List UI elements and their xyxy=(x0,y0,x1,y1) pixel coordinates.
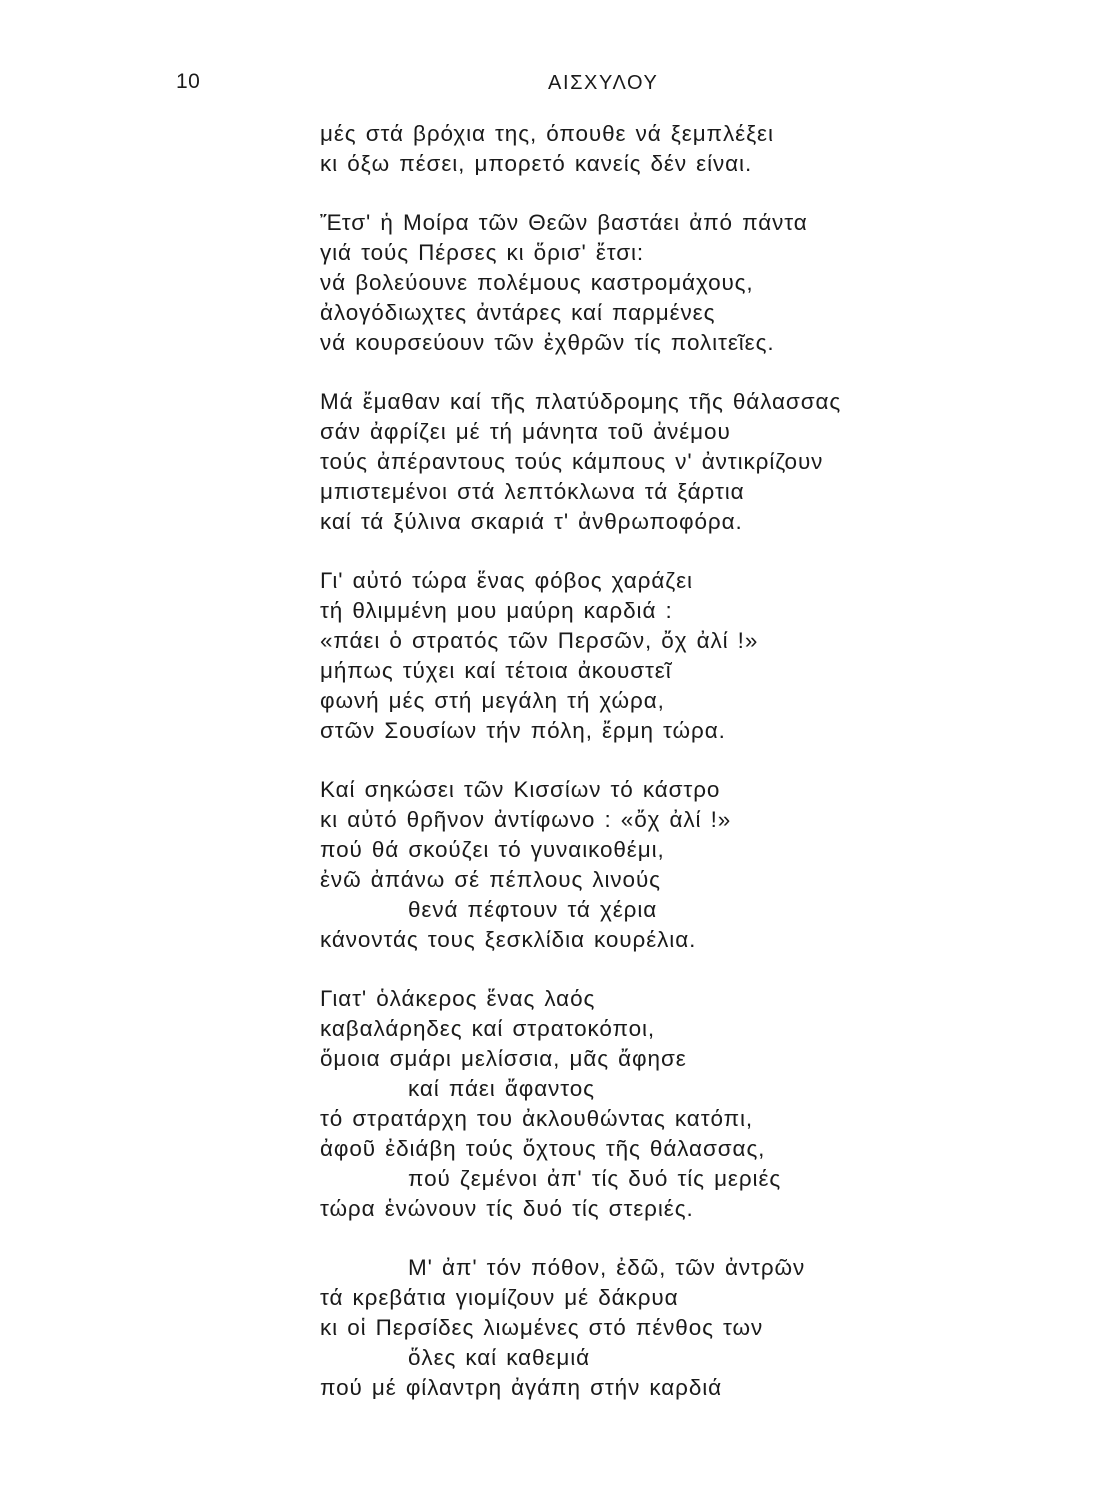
verse-line: πού μέ φίλαντρη ἀγάπη στήν καρδιά xyxy=(320,1375,723,1400)
verse-line: μές στά βρόχια της, όπουθε νά ξεμπλέξει xyxy=(320,121,774,146)
verse-line: κι αὐτό θρῆνον ἀντίφωνο : «ὄχ ἀλί !» xyxy=(320,807,732,832)
verse-line-indented: θενά πέφτουν τά χέρια xyxy=(408,897,658,922)
verse-line: μπιστεμένοι στά λεπτόκλωνα τά ξάρτια xyxy=(320,479,745,504)
verse-line: Ἔτσ' ἡ Μοίρα τῶν Θεῶν βαστάει ἀπό πάντα xyxy=(320,210,808,235)
verse-line: ἀλογόδιωχτες ἀντάρες καί παρμένες xyxy=(320,300,716,325)
verse-line: τούς ἀπέραντους τούς κάμπους ν' ἀντικρίζουν xyxy=(320,449,824,474)
verse-line: Γι' αὐτό τώρα ἕνας φόβος χαράζει xyxy=(320,568,693,593)
stanza xyxy=(320,119,1020,179)
verse-line: στῶν Σουσίων τήν πόλη, ἔρμη τώρα. xyxy=(320,718,726,743)
page-number: 10 xyxy=(176,70,201,93)
verse-line: ἀφοῦ ἐδιάβη τούς ὄχτους τῆς θάλασσας, xyxy=(320,1136,766,1161)
verse-line: νά βολεύουνε πολέμους καστρομάχους, xyxy=(320,270,754,295)
verse-line: γιά τούς Πέρσες κι ὅρισ' ἔτσι: xyxy=(320,240,645,265)
verse-line: καβαλάρηδες καί στρατοκόποι, xyxy=(320,1016,656,1041)
verse-line: κι οἱ Περσίδες λιωμένες στό πένθος των xyxy=(320,1315,764,1340)
verse-line-indented: πού ζεμένοι ἀπ' τίς δυό τίς μεριές xyxy=(408,1166,782,1191)
verse-line: Γιατ' ὁλάκερος ἕνας λαός xyxy=(320,986,596,1011)
stanza xyxy=(320,775,1020,955)
verse-line: «πάει ὁ στρατός τῶν Περσῶν, ὄχ ἀλί !» xyxy=(320,628,759,653)
verse-line: τή θλιμμένη μου μαύρη καρδιά : xyxy=(320,598,673,623)
verse-line: πού θά σκούζει τό γυναικοθέμι, xyxy=(320,837,665,862)
stanza xyxy=(320,387,1020,537)
verse-line: κάνοντάς τους ξεσκλίδια κουρέλια. xyxy=(320,927,697,952)
stanza xyxy=(320,208,1020,358)
verse-line: Μά ἔμαθαν καί τῆς πλατύδρομης τῆς θάλασσας xyxy=(320,389,842,414)
verse-line: μήπως τύχει καί τέτοια ἀκουστεῖ xyxy=(320,658,672,683)
verse-line: ἐνῶ ἀπάνω σέ πέπλους λινούς xyxy=(320,867,661,892)
verse-line: σάν ἀφρίζει μέ τή μάνητα τοῦ ἀνέμου xyxy=(320,419,731,444)
running-title: ΑΙΣΧΥΛΟΥ xyxy=(548,72,659,94)
verse-line: κι όξω πέσει, μπορετό κανείς δέν είναι. xyxy=(320,151,753,176)
stanza xyxy=(320,984,1020,1224)
verse-line-indented: ὅλες καί καθεμιά xyxy=(408,1345,591,1370)
stanza xyxy=(320,1253,1020,1403)
verse-line: καί τά ξύλινα σκαριά τ' ἀνθρωποφόρα. xyxy=(320,509,743,534)
verse-line-indented: καί πάει ἄφαντος xyxy=(408,1076,595,1101)
verse-line: νά κουρσεύουν τῶν ἐχθρῶν τίς πολιτεῖες. xyxy=(320,330,775,355)
verse-line-indented: Μ' ἀπ' τόν πόθον, ἐδῶ, τῶν ἀντρῶν xyxy=(408,1255,806,1280)
stanza xyxy=(320,566,1020,746)
verse-line: ὅμοια σμάρι μελίσσια, μᾶς ἄφησε xyxy=(320,1046,687,1071)
verse-line: τά κρεβάτια γιομίζουν μέ δάκρυα xyxy=(320,1285,679,1310)
poem-body xyxy=(320,119,1020,1432)
verse-line: φωνή μές στή μεγάλη τή χώρα, xyxy=(320,688,665,713)
verse-line: τό στρατάρχη του ἀκλουθώντας κατόπι, xyxy=(320,1106,754,1131)
verse-line: Καί σηκώσει τῶν Κισσίων τό κάστρο xyxy=(320,777,721,802)
verse-line: τώρα ἑνώνουν τίς δυό τίς στεριές. xyxy=(320,1196,694,1221)
